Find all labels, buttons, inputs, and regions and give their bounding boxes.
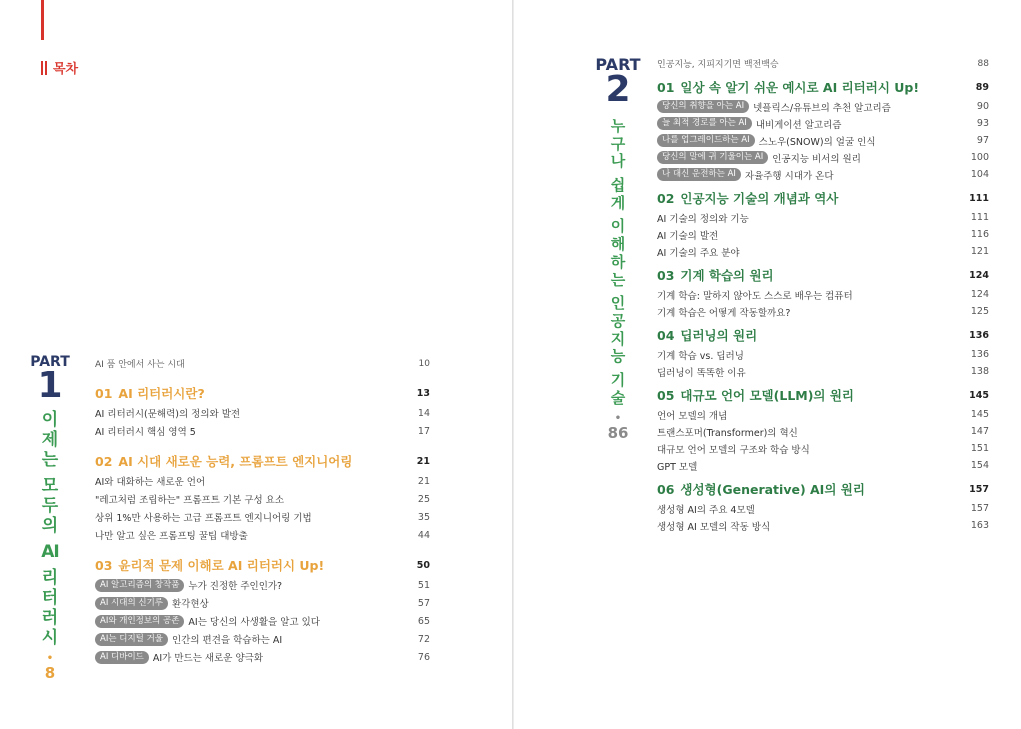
section-tag-badge: 늘 최적 경로를 아는 AI bbox=[657, 117, 752, 130]
section-title: 누가 진정한 주인인가? bbox=[188, 581, 283, 592]
section-title: 생성형 AI의 주요 4모델 bbox=[657, 504, 755, 516]
part2-title-char: 지 bbox=[610, 329, 626, 348]
section-row[interactable] bbox=[657, 226, 989, 243]
section-title: 대규모 언어 모델의 구조와 학습 방식 bbox=[657, 444, 810, 456]
chapter-number: 03 bbox=[657, 267, 675, 283]
section-row[interactable] bbox=[657, 209, 989, 226]
section-row[interactable] bbox=[657, 500, 989, 517]
part1-title-char: 모 bbox=[41, 476, 59, 497]
part2-title-char: 누 bbox=[610, 117, 626, 135]
section-page: 157 bbox=[970, 503, 989, 514]
part1-number: 1 bbox=[37, 365, 63, 406]
chapter-number: 02 bbox=[657, 190, 675, 206]
section-row[interactable] bbox=[95, 404, 430, 422]
section-page: 97 bbox=[976, 135, 989, 146]
chapter-row[interactable] bbox=[95, 554, 430, 576]
section-tag-badge: AI 알고리즘의 창작품 bbox=[95, 579, 184, 592]
section-title: AI 기술의 발전 bbox=[657, 230, 719, 242]
section-page: 138 bbox=[970, 366, 989, 377]
section-row[interactable] bbox=[657, 440, 989, 457]
section-title: 언어 모델의 개념 bbox=[657, 410, 728, 422]
toc-bars-icon bbox=[41, 61, 47, 75]
chapter-title: 딥러닝의 원리 bbox=[680, 328, 758, 343]
section-row[interactable] bbox=[95, 594, 430, 612]
chapter-row[interactable] bbox=[95, 382, 430, 404]
section-page: 147 bbox=[970, 426, 989, 437]
section-title: 환각현상 bbox=[172, 599, 209, 610]
part2-title-char: 쉽 bbox=[610, 176, 626, 195]
chapter-page: 89 bbox=[975, 81, 989, 93]
chapter-title: 생성형(Generative) AI의 원리 bbox=[680, 482, 865, 497]
section-title: 자율주행 시대가 온다 bbox=[744, 170, 834, 182]
section-page: 93 bbox=[976, 118, 989, 129]
section-title: 스노우(SNOW)의 얼굴 인식 bbox=[758, 136, 876, 148]
part1-page: 8 bbox=[44, 663, 56, 682]
section-title: AI 기술의 주요 분야 bbox=[657, 247, 740, 259]
section-title: 기계 학습: 말하지 않아도 스스로 배우는 컴퓨터 bbox=[657, 290, 853, 302]
section-row[interactable] bbox=[657, 115, 989, 132]
part1-title-char: 터 bbox=[41, 588, 59, 609]
section-title: 인공지능 비서의 원리 bbox=[772, 153, 861, 165]
section-title: AI 기술의 정의와 기능 bbox=[657, 213, 749, 225]
section-row[interactable] bbox=[657, 243, 989, 260]
section-title: 기계 학습은 어떻게 작동할까요? bbox=[657, 307, 791, 319]
part2-title-char: 는 bbox=[610, 270, 626, 289]
section-page: 51 bbox=[417, 579, 430, 591]
section-tag-badge: 당신의 취향을 아는 AI bbox=[657, 100, 749, 113]
section-page: 121 bbox=[970, 246, 989, 257]
toc-intro-row[interactable] bbox=[657, 55, 989, 72]
section-row[interactable] bbox=[95, 490, 430, 508]
toc-header bbox=[41, 58, 78, 77]
section-tag-badge: 당신의 말에 귀 기울이는 AI bbox=[657, 151, 768, 164]
right-page bbox=[514, 0, 1021, 729]
section-page: 76 bbox=[417, 651, 430, 663]
section-page: 116 bbox=[970, 229, 989, 240]
chapter-title: 기계 학습의 원리 bbox=[680, 268, 774, 283]
intro-text: 인공지능, 지피지기면 백전백승 bbox=[657, 60, 779, 70]
chapter-row[interactable] bbox=[657, 384, 989, 406]
section-page: 25 bbox=[417, 493, 430, 505]
section-row[interactable] bbox=[657, 406, 989, 423]
section-title: 기계 학습 vs. 딥러닝 bbox=[657, 350, 744, 362]
part2-dot: • bbox=[614, 413, 622, 425]
chapter-title: AI 리터러시란? bbox=[118, 386, 205, 401]
chapter-number: 06 bbox=[657, 481, 675, 497]
part1-title-char: 러 bbox=[41, 608, 59, 629]
section-row[interactable] bbox=[657, 286, 989, 303]
chapter-page: 145 bbox=[969, 389, 989, 401]
chapter-number: 01 bbox=[95, 385, 113, 401]
section-row[interactable] bbox=[95, 422, 430, 440]
part2-title-char: 하 bbox=[610, 252, 626, 271]
part2-title-char: 구 bbox=[610, 134, 626, 153]
section-page: 124 bbox=[970, 289, 989, 300]
part2-title-char: 이 bbox=[610, 217, 626, 236]
section-row[interactable] bbox=[657, 303, 989, 320]
part1-title-char: AI bbox=[41, 542, 59, 563]
section-page: 151 bbox=[970, 443, 989, 454]
section-page: 44 bbox=[417, 529, 430, 541]
section-title: AI 리터러시(문해력)의 정의와 발전 bbox=[95, 409, 241, 420]
chapter-row[interactable] bbox=[657, 187, 989, 209]
section-row[interactable] bbox=[657, 98, 989, 115]
chapter-number: 03 bbox=[95, 557, 113, 573]
chapter-row[interactable] bbox=[657, 76, 989, 98]
intro-text: AI 품 안에서 사는 시대 bbox=[95, 360, 185, 370]
part2-title-char: 나 bbox=[610, 152, 626, 171]
section-row[interactable] bbox=[657, 346, 989, 363]
part2-title-char: 해 bbox=[610, 235, 626, 254]
section-title: 상위 1%만 사용하는 고급 프롬프트 엔지니어링 기법 bbox=[95, 513, 312, 524]
section-title: 생성형 AI 모델의 작동 방식 bbox=[657, 521, 771, 533]
chapter-title: 대규모 언어 모델(LLM)의 원리 bbox=[680, 388, 855, 403]
part2-number: 2 bbox=[605, 69, 631, 110]
section-title: 나만 알고 싶은 프롬프팅 꿀팁 대방출 bbox=[95, 531, 248, 542]
section-page: 65 bbox=[417, 615, 430, 627]
section-row[interactable] bbox=[95, 472, 430, 490]
chapter-title: 인공지능 기술의 개념과 역사 bbox=[680, 191, 839, 206]
section-page: 72 bbox=[417, 633, 430, 645]
section-page: 163 bbox=[970, 520, 989, 531]
part1-label-block bbox=[28, 354, 72, 682]
section-row[interactable] bbox=[95, 508, 430, 526]
section-page: 145 bbox=[970, 409, 989, 420]
section-page: 104 bbox=[970, 169, 989, 180]
chapter-number: 02 bbox=[95, 453, 113, 469]
chapter-row[interactable] bbox=[657, 478, 989, 500]
section-page: 17 bbox=[417, 425, 430, 437]
section-row[interactable] bbox=[657, 363, 989, 380]
chapter-row[interactable] bbox=[657, 264, 989, 286]
red-margin-line bbox=[41, 0, 44, 40]
section-row[interactable] bbox=[95, 612, 430, 630]
chapter-title: 일상 속 알기 쉬운 예시로 AI 리터러시 Up! bbox=[680, 80, 920, 95]
chapter-row[interactable] bbox=[657, 324, 989, 346]
chapter-page: 157 bbox=[969, 483, 989, 495]
chapter-page: 50 bbox=[416, 559, 430, 571]
section-tag-badge: AI는 디지털 거울 bbox=[95, 633, 168, 646]
section-row[interactable] bbox=[95, 576, 430, 594]
part2-title-char: 인 bbox=[610, 294, 626, 313]
section-page: 35 bbox=[417, 511, 430, 523]
section-title: 인간의 편견을 학습하는 AI bbox=[172, 635, 283, 646]
part1-label: PART bbox=[30, 354, 70, 370]
chapter-page: 124 bbox=[969, 269, 989, 281]
section-tag-badge: 나를 업그레이드하는 AI bbox=[657, 134, 755, 147]
section-row[interactable] bbox=[657, 166, 989, 183]
section-row[interactable] bbox=[95, 526, 430, 544]
section-title: 넷플릭스/유튜브의 추천 알고리즘 bbox=[753, 102, 891, 114]
section-page: 90 bbox=[976, 101, 989, 112]
section-title: AI 리터러시 핵심 영역 5 bbox=[95, 427, 196, 438]
chapter-row[interactable] bbox=[95, 450, 430, 472]
part1-title-char: 는 bbox=[41, 450, 59, 471]
part1-title-char: 이 bbox=[41, 410, 59, 430]
chapter-title: 윤리적 문제 이해로 AI 리터러시 Up! bbox=[118, 558, 325, 573]
section-title: AI와 대화하는 새로운 언어 bbox=[95, 477, 206, 488]
section-tag-badge: 나 대신 운전하는 AI bbox=[657, 168, 741, 181]
section-tag-badge: AI와 개인정보의 공존 bbox=[95, 615, 184, 628]
part2-label: PART bbox=[595, 55, 641, 74]
section-page: 100 bbox=[970, 152, 989, 163]
section-row[interactable] bbox=[657, 517, 989, 534]
chapter-page: 21 bbox=[416, 455, 430, 467]
section-row[interactable] bbox=[95, 630, 430, 648]
part1-title-char: 의 bbox=[41, 516, 59, 537]
part1-dot: • bbox=[46, 652, 54, 664]
section-row[interactable] bbox=[657, 132, 989, 149]
chapter-number: 04 bbox=[657, 327, 675, 343]
part1-title-char: 두 bbox=[41, 496, 59, 517]
part2-page: 86 bbox=[607, 424, 629, 443]
chapter-page: 111 bbox=[969, 192, 989, 204]
intro-page: 88 bbox=[977, 58, 989, 69]
part1-entries bbox=[95, 355, 430, 666]
section-title: 트랜스포머(Transformer)의 혁신 bbox=[657, 427, 798, 439]
section-title: AI는 당신의 사생활을 알고 있다 bbox=[188, 617, 320, 628]
section-row[interactable] bbox=[95, 648, 430, 666]
section-page: 14 bbox=[417, 407, 430, 419]
intro-page: 10 bbox=[418, 358, 430, 369]
part2-label-block bbox=[588, 55, 648, 442]
chapter-page: 13 bbox=[416, 387, 430, 399]
part2-title-char: 게 bbox=[610, 193, 626, 212]
chapter-page: 136 bbox=[969, 329, 989, 341]
section-page: 21 bbox=[417, 475, 430, 487]
part2-title-char: 공 bbox=[610, 311, 626, 330]
toc-intro-row[interactable] bbox=[95, 355, 430, 372]
section-tag-badge: AI 디바이드 bbox=[95, 651, 149, 664]
part1-title-char: 리 bbox=[41, 568, 59, 589]
section-tag-badge: AI 시대의 신기루 bbox=[95, 597, 168, 610]
section-page: 57 bbox=[417, 597, 430, 609]
section-title: 딥러닝이 똑똑한 이유 bbox=[657, 367, 746, 379]
chapter-number: 01 bbox=[657, 79, 675, 95]
chapter-number: 05 bbox=[657, 387, 675, 403]
section-row[interactable] bbox=[657, 149, 989, 166]
part2-vertical-title bbox=[588, 118, 648, 407]
part1-title-char: 시 bbox=[41, 628, 59, 649]
section-row[interactable] bbox=[657, 457, 989, 474]
section-row[interactable] bbox=[657, 423, 989, 440]
part2-entries bbox=[657, 55, 989, 534]
section-title: AI가 만드는 새로운 양극화 bbox=[152, 653, 264, 664]
section-page: 154 bbox=[970, 460, 989, 471]
section-title: 내비게이션 알고리즘 bbox=[755, 119, 842, 131]
section-title: "레고처럼 조립하는" 프롬프트 기본 구성 요소 bbox=[95, 495, 285, 506]
toc-title: 목차 bbox=[53, 62, 79, 77]
part2-title-char: 능 bbox=[610, 347, 626, 366]
section-title: GPT 모델 bbox=[657, 461, 698, 473]
section-page: 111 bbox=[970, 212, 989, 223]
part2-title-char: 술 bbox=[610, 388, 626, 407]
part1-vertical-title bbox=[28, 410, 72, 649]
section-page: 136 bbox=[970, 349, 989, 360]
part2-title-char: 기 bbox=[610, 370, 626, 389]
section-page: 125 bbox=[970, 306, 989, 317]
part1-title-char: 제 bbox=[41, 430, 59, 451]
chapter-title: AI 시대 새로운 능력, 프롬프트 엔지니어링 bbox=[118, 454, 353, 469]
